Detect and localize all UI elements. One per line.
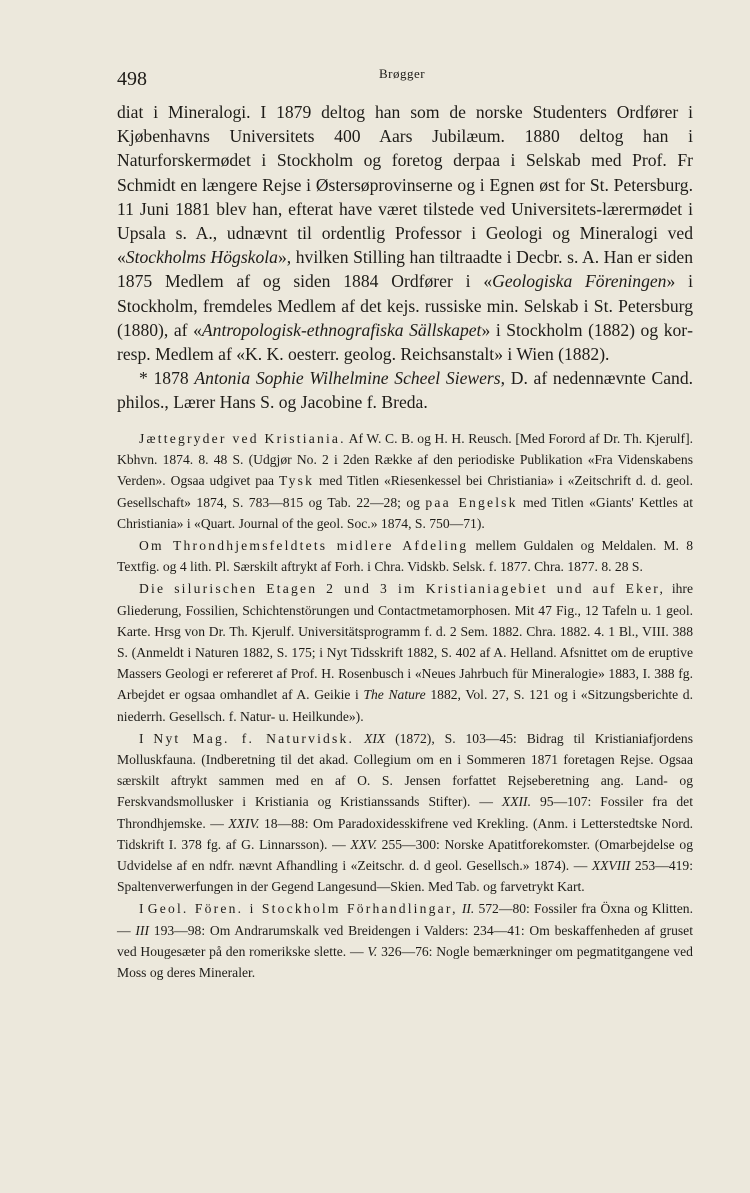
running-head: Brøgger <box>379 66 426 81</box>
work-title: Om Throndhjemsfeldtets midlere Afdeling <box>139 538 469 554</box>
bibliography-entry: I Nyt Mag. f. Naturvidsk. XIX (1872), S. 103—45: Bidrag til Kristianiafjordens Molluskfauna. (Indberetning til det akad. Collegium om en i Sommeren 1871 foretagen Rejse. Ogsaa særskilt aftrykt sammen med en af O. S. Jensen forfattet Rejseberetning ang. Land- og Ferskvandsmollusker i Kristiania og Kristianssands Stifter). — XXII. 95—107: Fossiler fra det Throndhjemske. — XXIV. 18—88: Om Paradoxidesskifrene ved Krekling. (Anm. i Letterstedtske Nord. Tidskrift I. 378 fg. af G. Linnarsson). — XXV. 255—300: Norske Apatitforekomster. (Omarbejdelse og Udvidelse af en ndfr. nævnt Afhandling i «Zeitschr. d. d geol. Gesellsch.» 1874). — XXVIII 253—419: Spaltenverwerfungen in der Gegend Langesund—Skien. Med Tab. og farvetrykt Kart. <box>117 730 694 895</box>
bibliography-entry: I Geol. Fören. i Stockholm Förhandlingar, II. 572—80: Fossiler fra Öxna og Klitten. — III 193—98: Om Andrarumskalk ved Breidengen i Valders: 234—41: Om beskaffenheden af gruset ved Hougesæter på den romerikske slette. — V. 326—76: Nogle bemærkninger om pegmatitgangene ved Moss og deres Mineraler. <box>117 901 693 981</box>
page-number: 498 <box>117 68 147 90</box>
marriage-paragraph: * 1878 Antonia Sophie Wilhelmine Scheel Siewers, D. af nedennævnte Cand. philos., Lærer Hans S. og Jacobine f. Breda. <box>117 368 694 413</box>
work-title: Jættegryder ved Kristiania. <box>139 431 346 446</box>
biography-text <box>117 100 693 415</box>
journal-title: Geol. Fören. i Stockholm Förhandlingar, <box>147 901 458 917</box>
spouse-name: Antonia Sophie Wilhelmine Scheel Siewers <box>194 368 501 389</box>
bibliography <box>117 428 693 984</box>
biography-paragraph: diat i Mineralogi. I 1879 deltog han som de norske Studenters Ordfører i Kjøbenhavns Universitets 400 Aars Jubilæum. 1880 deltog han i Naturforskermødet i Stockholm og foretog derpaa i Selskab med Prof. Fr Schmidt en længere Rejse i Østersøprovinserne og i Egnen øst for St. Petersburg. 11 Juni 1881 blev han, efterat have været tilstede ved Universitets-lærermødet i Upsala s. A., udnævnt til ordentlig Professor i Geologi og Mineralogi ved «Stockholms Högskola», hvilken Stilling han tiltraadte i Decbr. s. A. Han er siden 1875 Medlem af og siden 1884 Ordfører i «Geologiska Föreningen» i Stockholm, fremdeles Medlem af det kejs. russiske min. Selskab i St. Petersburg (1880), af «Antropologisk-ethnografiska Sällskapet» i Stockholm (1882) og korresp. Medlem af «K. K. oesterr. geolog. Reichsanstalt» i Wien (1882). <box>117 102 694 365</box>
bibliography-entry: Die silurischen Etagen 2 und 3 im Kristianiagebiet und auf Eker, ihre Gliederung, Fossilien, Schichtenstörungen und Contactmetamorphosen. Mit 47 Fig., 12 Tafeln u. 1 geol. Karte. Hrsg von Dr. Th. Kjerulf. Universitätsprogramm f. d. 2 Sem. 1882. Chra. 1882. 4. 1 Bl., VIII. 388 S. (Anmeldt i Naturen 1882, S. 175; i Nyt Tidsskrift 1882, S. 402 af A. Helland. Afsnittet om de eruptive Massers Geologi er refereret af Prof. H. Rosenbusch i «Neues Jahrbuch für Mineralogie» 1883, I. 388 fg. Arbejdet er ogsaa omhandlet af A. Geikie i The Nature 1882, Vol. 27, S. 121 og i «Sitzungsberichte d. niederrh. Gesellsch. f. Natur- u. Heilkunde»). <box>117 581 693 724</box>
page-header <box>117 62 692 92</box>
work-title: Die silurischen Etagen 2 und 3 im Kristianiagebiet und auf Eker, <box>139 581 666 597</box>
italic-title: Antropologisk-ethnografiska Sällskapet <box>201 319 482 340</box>
italic-title: Geologiska Föreningen <box>492 271 667 292</box>
italic-title: Stockholms Högskola <box>125 247 278 268</box>
bibliography-entry: Jættegryder ved Kristiania. Af W. C. B. og H. H. Reusch. [Med Forord af Dr. Th. Kjerulf]. Kbhvn. 1874. 8. 48 S. (Udgjør No. 2 i 2den Række af den periodiske Publikation «Fra Videnskabens Verden». Ogsaa udgivet paa Tysk med Titlen «Riesenkessel bei Christiania» i «Zeitschrift d. d. geol. Gesellschaft» 1874, S. 783—815 og Tab. 22—28; og paa Engelsk med Titlen «Giants' Kettles at Christiania» i «Quart. Journal of the geol. Soc.» 1874, S. 750—71). <box>117 431 694 531</box>
bibliography-entry: Om Throndhjemsfeldtets midlere Afdeling mellem Guldalen og Meldalen. M. 8 Textfig. og 4 lith. Pl. Særskilt aftrykt af Forh. i Chra. Vidskb. Selsk. f. 1877. Chra. 1877. 8. 28 S. <box>117 538 693 575</box>
journal-title: Nyt Mag. f. Naturvidsk. <box>153 730 355 746</box>
